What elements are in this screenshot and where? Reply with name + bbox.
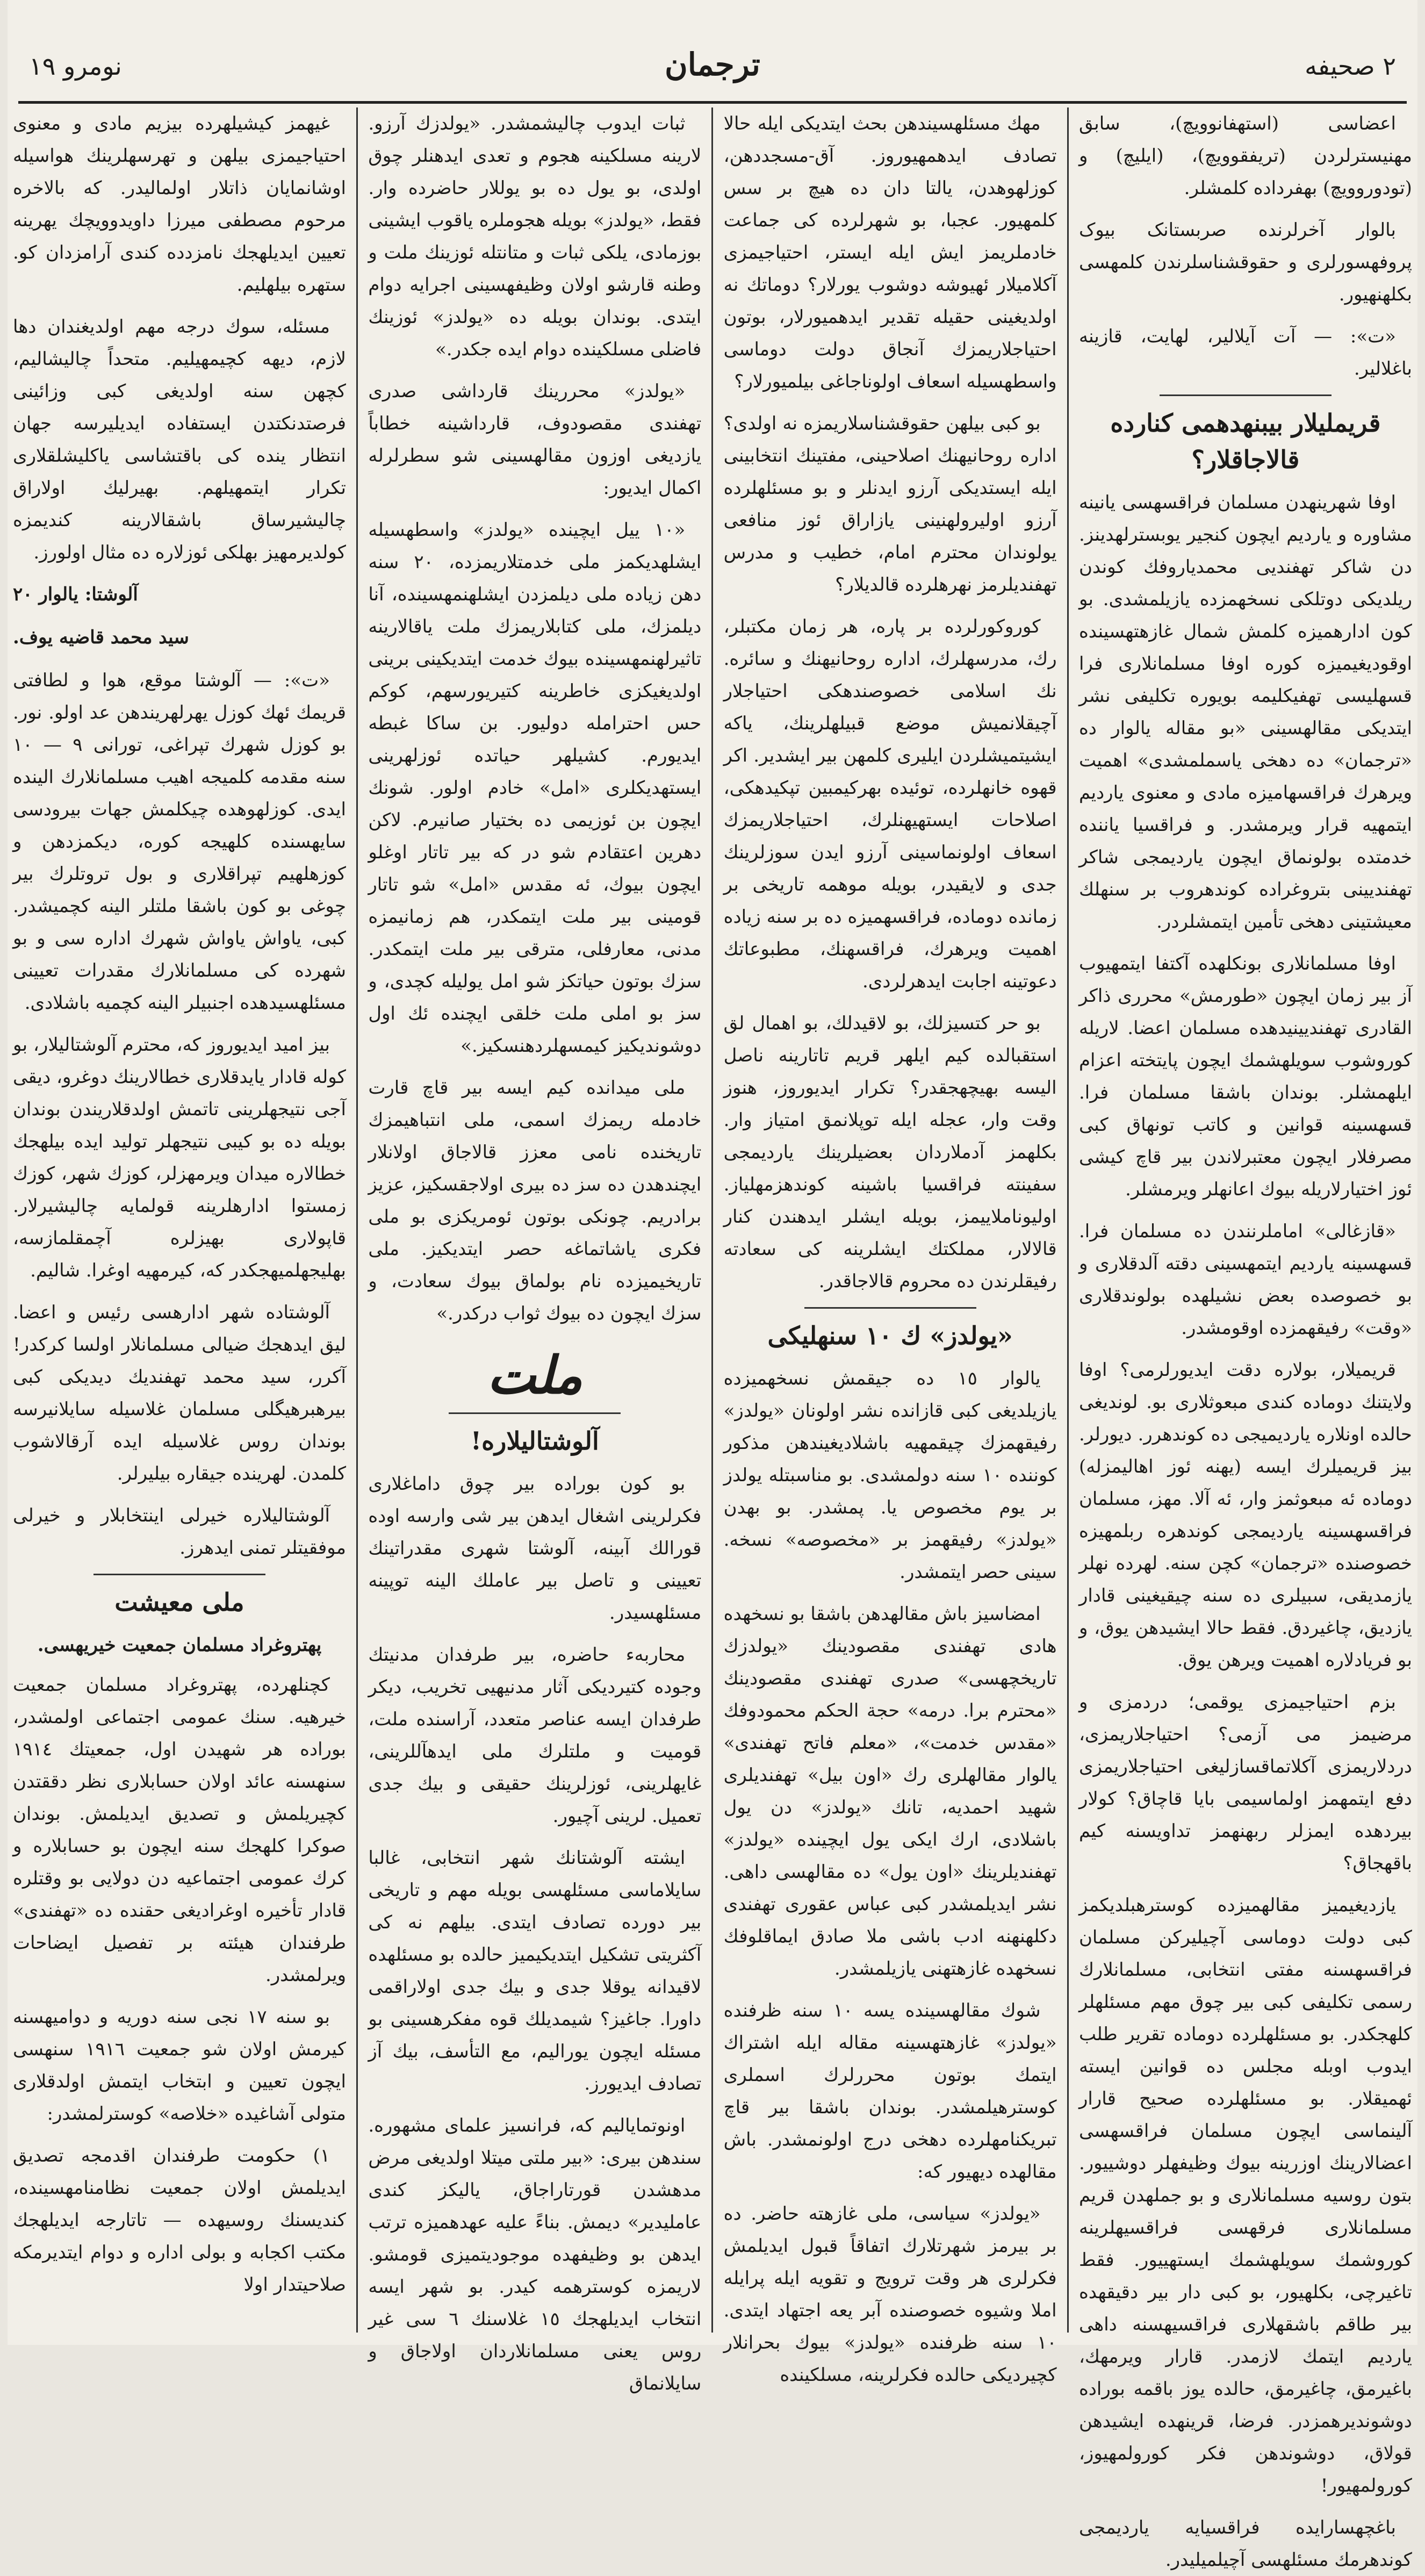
article-paragraph: مهك مسئلهسیندهن بحث ایتدیکی ایله حالا تصادف ایدهمهیوروز. آق-مسجددهن، کوزلهوهدن، یالتا دان ده هیچ بر سس کلمهیور. عجبا، بو شهرلرده کی جماعت خادملریمز ایش ایله ایستر، احتیاجیمزی آکلامیلار ئهیوشه دوشوب یورلار؟ دوماتك نه اولدیغینی حقیله تقدیر ایدهمیورلار، بوتون احتیاجلاریمزك آنجاق دولت دوماسی واسطهسیله اسعاف اولوناجاغی بیلمیورلار؟ — [723, 113, 1057, 392]
column-divider — [356, 107, 358, 2333]
article-paragraph: مسئله، سوك درجه مهم اولدیغندان دها لازم، دیهه کچیمهیلیم. متحداً چالیشالیم، کچهن سنه اولدیغی کبی وزائینی فرصتدنکتدن ایستفاده ایدیلیرسه جهان انتظار ینده کی باقتشاسی یاکلیشلقلاری تکرار ایتمهیلهم. بهیرلیك اولاراق چالیشیرساق باشقالارینه کندیمزه کولدیرمهیز بهلکی ئوزلاره ده مثال اولورز. — [13, 316, 346, 563]
article-paragraph: اونوتمایالیم که، فرانسیز علمای مشهوره. سندهن بیری: «بیر ملتی میتلا اولدیغی مرض مدهشدن قورتاراجاق، یالیکز کندی عاملیدیر» دیمش. بناءً علیه عهدهمیزه ترتب ایدهن بو وظیفهده موجودیتمیزی قومشو. لاریمزه کوسترهمه کیدر. بو شهر ایسه انتخاب ایدیلهجك ١٥ غلاسنك ٦ سی غیر روس یعنی مسلمانلاردان اولاجاق و سایلانماق — [368, 2115, 702, 2394]
article-paragraph: بزم احتیاجیمزی یوقمی؛ دردمزی و مرضیمز می آزمی؟ احتیاجلاریمزی، دردلاریمزی آکلاتماقسازلیغی احتیاجلاریمزی دفع ایتمهمز اولماسیمی بایا قاچاق؟ کولار بیردهده ایمزلر ربهنهمز تداویسنه کیم باقهجاق؟ — [1078, 1691, 1412, 1874]
article-paragraph: آلوشتالیلاره خیرلی اینتخابلار و خیرلی موفقیتلر تمنی ایدهرز. — [13, 1505, 346, 1559]
masthead — [8, 43, 1417, 102]
article-paragraph: «ت»: — آت آیلالیر، لهایت، قازینه باغلالیر. — [1078, 326, 1412, 379]
article-paragraph: ملی میدانده کیم ایسه بیر قاچ قارت خادمله ریمزك اسمی، ملی انتباهیمزك تاریخنده نامی معزز قالاجاق اولانلار ایچندهدن ده سز ده بیری اولاجقسکیز، عزیز برادریم. چونکی بوتون ئومریکزی بو ملی فکری یاشاتماغه حصر ایتدیکیز. ملی تاریخیمیزده نام بولماق بیوك سعادت، و سزك ایچون ده بیوك ثواب درکدر.» — [368, 1077, 702, 1324]
article-paragraph: بالوار آخرلرنده صربستانک بیوک پروفهسورلری و حقوقشناسلرندن کلمهسی بکلهنهیور. — [1078, 219, 1412, 305]
article-paragraph: شوك مقالهسینده یسه ١٠ سنه ظرفنده «یولدز» غازهتهسینه مقاله ایله اشتراك ایتمك بوتون محررلرك اسملری کوسترهیلمشدر. بوندان باشقا بیر قاچ تبریکنامهلرده دهخی درج اولونمشدر. باش مقالهده دیهیور که: — [723, 2000, 1057, 2183]
article-paragraph: بیز امید ایدیوروز که، محترم آلوشتالیلار، بو کوله قادار یایدقلاری خطالارینك دوغرو، دیقی آجی نتیجهلرینی تاتمش اولدقلاریندن بوندان بویله ده بو کیبی نتیجهلر تولید ایده بیلهجك خطالاره میدان ویرمهزلر، کوزك شهر، کوزك زمستوا ادارهلرینه قولمایه چالیشیرلار. قاپولاری بهیزلره آچمقلمازسه، بهلیجهلمیهجکدر که، کیرمهیه اوغرا. شالیم. — [13, 1034, 346, 1281]
page-number: ٢ صحيفه — [1305, 52, 1396, 81]
article-paragraph: بو کبی بیلهن حقوقشناسلاریمزه نه اولدی؟ اداره روحانیهنك اصلاحینی، مفتینك انتخابینی ایله ایستدیکی آرزو ایدنلر و بو مسئلهلرده آرزو اولیرولهنینی یازاراق ئوز منافعی یولوندان محترم امام، خطیب و مدرس تهفندیلرمز نهرهلرده قالدیلار؟ — [723, 413, 1057, 595]
article-paragraph: کوروکورلرده بر پاره، هر زمان مکتبلر، رك، مدرسهلرك، اداره روحانیهنك و سائره. نك اسلامی خصوصندهکی احتیاجلار آچیقلانمیش موضع قبیلهلرینك، یاکه ایشیتمیشلردن ایلیری کلمهن بیر ایشدیر. اکر قهوه خانهلرده، توئیده بهرکیمبین تپکیدهکی، اصلاحات ایستهیهنلرك، احتیاجلاریمزك اسعاف اولونماسینی آرزو ایدن سوزلرینك جدی و لایقیدر، بویله موهمه تاریخی بر زمانده دوماده، فراقسهمیزه ده بر سنه زیاده اهمیت ویرهرك، فراقسهنك، مطبوعاتك دعوتینه اجابت ایدهرلردی. — [723, 616, 1057, 992]
article-paragraph: «١٠ ییل ایچینده «یولدز» واسطهسیله ایشلهدیکمز ملی خدمتلاریمزده، ٢٠ سنه دهن زیاده ملی دیلمزدن ایشلهنمهسینده، آنا دیلمزك، ملی کتابلاریمزك ملت یاقالارینه تاثیرلهنمهسینده بیوك خدمت ایتدیکینی برینی اولدیغیکزی خاطرینه کتیریورسهم، کوکم حس احترامله دولیور. بن ساکا غبطه ایدیورم. کشیلهر حیاتده ئوزلهرینی ایستهدیکلری «امل» خادم اولور. شونك ایچون بن ئوزیمی ده بختیار صانیرم. لاکن دهرین اعتقادم شو در که بیر تاتار اوغلو ایچون بیوك، ئه مقدس «امل» شو تاتار قومینی بیر ملت ایتمکدر، هم زمانیمزه مدنی، معارفلی، مترقی بیر ملت ایتمکدر. سزك بوتون حیاتکز شو امل یولیله کچدی، و سز بو املی ملت خلقی ایچنده ئك اول دوشوندیکیز کیمسهلردهنسکیز.» — [368, 519, 702, 1057]
masthead-rule — [18, 101, 1407, 104]
article-paragraph: بو حر کتسیزلك، بو لاقیدلك، بو اهمال لق استقبالده کیم ایلهر قریم تاتارینه ناصل الیسه بهیچهجقدر؟ تکرار ایدیوروز، هنوز وقت وار، عجله ایله توپلانمق امتیاز وار. بکلهمز آدملاردان بعضیلرینك یاردیمجی سفینته فراقسیا باشینه کوندهزمهلیاز. اولیوناملاییمز، بویله ایشلر ایدهندن کنار قالالار، مملکتك ایشلرینه کی سعادته رفیقلرندن ده محروم قالاجاقدر. — [723, 1013, 1057, 1292]
article-paragraph: اوفا شهرینهدن مسلمان فراقسهسی یانینه مشاوره و یاردیم ایچون کنجیر یوبسترلهدینز. دن شاکر تهفندیی محمدیاروفك کوندن ریلدیکی دوتلکی نسخهمزده یازیلمشدی. بو کون ادارهمیزه کلمش شمال غازهتهسینده اوقودیغیمیزه کوره اوفا مسلمانلاری فرا قسهلیسی تهفیکلیمه بویوره تکلیفی نشر ایتدیکی مقالهسینی «بو مقاله یالوار ده «ترجمان» ده دهخی یاسملمشدی» اهمیت ویرهرك فراقسهامیزه مادی و معنوی یاردیم ایتمهیه قرار ویرمشدر. و فراقسیا یاننده خدمتده بولونماق ایچون یاردیمجی شاکر تهفندیینی بتروغراده کوندهروب بر سنهلك معیشتینی دهخی تأمین ایتمشلردر. — [1078, 492, 1412, 932]
article-headline: «یولدز» ك ١٠ سنهلیکی — [767, 1321, 1013, 1350]
article-paragraph: اعضاسی (استهفانوویچ)، سابق مهنیسترلردن (تریفقوویچ)، (ایلیچ) و (تودوروویچ) بهفرداده کلمشلر. — [1078, 113, 1412, 199]
article-paragraph: باغچهسارایده فراقسیایه یاردیمجی کوندهرمك مسئلهسی آچیلمیلیدر. — [1078, 2517, 1412, 2571]
headline-rule — [93, 1574, 265, 1575]
article-paragraph: قریمیلار، بولاره دقت ایدیورلرمی؟ اوفا ولایتنك دوماده کندی مبعوثلاری بو. لوندیغی حالده اونلاره یاردیمیجی ده کوندهرر. دیورلر. بیز قریمیلرك ایسه (یهنه ئوز اهالیمزله) دوماده ئه مبعوثمز وار، ئه آلا. مهز، مسلمان فراقسهسینه یاردیمجی کوندهره ربلمهیزه خصوصنده «ترجمان» کچن سنه. لهرده نهلر یازمدیقی، سبیلری ده سنه چیقیغینی قادار یازدیق، چاغیردق. فقط حالا ایشیدهن یوق، و بو فریادلاره اهمیت ویرهن یوق. — [1078, 1359, 1412, 1671]
article-paragraph: کچنلهرده، پهتروغراد مسلمان جمعیت خیرهیه. سنك عمومی اجتماعی اولمشدر، بوراده هر شهیدن اول، جمعیتك ١٩١٤ سنهسنه عائد اولان حسابلاری نظر دققتدن کچیریلمش و تصدیق ایدیلمش. بوندان صوکرا کلهجك سنه ایچون بو حسابلاره و کرك عمومی اجتماعیه دن دولایی بو وقتلره قادار تأخیره اوغرادیغی حقنده ده «تهفندی» طرفندان هیئته بر تفصیل ایضاحات ویرلمشدر. — [13, 1674, 346, 1986]
column-divider — [711, 107, 713, 2333]
column-divider — [1067, 107, 1069, 2333]
article-signature: آلوشتا: یالوار ٢٠ — [13, 584, 138, 605]
article-paragraph: بو کون بوراده بیر چوق داماغلاری فکرلرینی اشغال ایدهن بیر شی وارسه اوده قورالك آبینه، آلوشتا شهری مقدراتینك تعیینی و تاصل بیر عاملك الینه توپینه مسئلهسیدر. — [368, 1473, 702, 1624]
article-paragraph: بو سنه ١٧ نجی سنه دوریه و دوامیهسنه کیرمش اولان شو جمعیت ١٩١٦ سنهسی ایچون تعیین و ابتخاب ایتمش اولدقلاری متولی آشاغیده «خلاصه» کوسترلمشدر: — [13, 2006, 346, 2125]
column-4 — [8, 107, 351, 2333]
article-paragraph: امضاسیز باش مقالهدهن باشقا بو نسخهده هادی تهفندی مقصودینك «یولدزك تاریخچهسی» صدری تهفندی مقصودینك «محترم برا. درمه» حجة الحکم محمودوفك «مقدس خدمت»، «معلم فاتح تهفندی» یالوار مقالهلری رك «اون بیل» تهفندیلری شهید احمدیه، تانك «یولدز» دن یول باشلادی، ارك ایکی یول ایچینده «یولدز» تهفندیلرینك «اون یول» ده مقالهسی داهی. نشر ایدیلمشدر کبی عباس عقوری تهفندی دکلهنهنه ادب باشی ملا صادق ایماقلوفك نسخهده غازهتهنی یازیلمشدر. — [723, 1603, 1057, 1979]
headline-rule — [449, 1412, 621, 1414]
article-subtitle: پهتروغراد مسلمان جمعیت خیریهسی. — [37, 1634, 322, 1656]
article-paragraph: آلوشتاده شهر ادارهسی رئیس و اعضا. لیق ایدهجك ضیالی مسلمانلار اولسا کرکدر! آکرر، سید محمد تهفندیك دیدیکی کبی بیرهبرهیگلی مسلمان غلاسیله سایلانیرسه بوندان روس غلاسیله ایده آرقالاشوب کلمدن. لهرینده جیقاره بیلیرلر. — [13, 1302, 346, 1484]
article-paragraph: ایشته آلوشتانك شهر انتخابی، غالبا سایلاماسی مسئلهسی بویله مهم و تاریخی بیر دورده تصادف ایتدی. بیلهم نه کی آکثریتی تشکیل ایتدیکیمیز حالده بو مسئلهده لاقیدانه یوقلا جدی و بیك جدی اولاراقمی داورا. جاغیز؟ شیمدیلك قوه مفکرهسینی بو مسئله ایچون یورالیم، مع التأسف، بیك آز تصادف ایدیورز. — [368, 1847, 702, 2094]
article-headline: ملی معیشت — [114, 1588, 244, 1617]
article-paragraph: غیهمز کیشیلهرده بیزیم مادی و معنوی احتیاجیمزی بیلهن و تهرسهلرینك هواسیله اوشانمایان ذاتلار اولمالیدر. که بالاخره مرحوم مصطفی میرزا داویدوویچك یهرینه تعیین ایدیلهجك نامزدده کندی آرامزدان کو. ستهره بیلهلیم. — [13, 113, 346, 296]
columns-container — [8, 107, 1417, 2571]
article-paragraph: یالوار ١٥ ده جیقمش نسخهمیزده یازیلدیغی کبی قازانده نشر اولونان «یولدز» رفیقهمزك چیقمهیه باشلادیغیندهن مذکور کوننده ١٠ سنه دولمشدی. بو مناسبتله یولدز بر یوم مخصوص یا. پمشدر. بو بهدن «یولدز» رفیقهمز بر «مخصوصه» نسخه. سینی حصر ایتمشدر. — [723, 1368, 1057, 1583]
article-headline: قریملیلار بیبنهدهمی کنارده قالاجاقلار؟ — [1110, 408, 1381, 474]
article-paragraph: «ت»: — آلوشتا موقع، هوا و لطافتی قریمك ئهك کوزل یهرلهریندهن عد اولو. نور. بو کوزل شهرك تپراغی، تورانی ٩ — ١٠ سنه مقدمه کلمیجه اهیب مسلمانلارك الینده ایدی. کوزلهوهده چیکلمش جهات بیرودسی سایهسنده کلهیجه کوره، دیکمزدهن و کوزهلهیم تپراقلاری و بول تروتلرك بیر چوغی بو کون باشقا ملتلر الینه کچمیشدر. کبی، یاواش یاواش شهرك اداره سی و بو شهرده کی مسلمانلارك مقدرات تعیینی مسئلهسیدهده اجنبیلر الینه کچمیه باشلادی. — [13, 670, 346, 1014]
article-paragraph: یازدیغیمیز مقالهمیزده کوسترهبلدیکمز کبی دولت دوماسی آچیلیرکن مسلمان فراقسهسنه مفتی انتخابی، مسلمانلارك رسمی تکلیفی کبی بیر چوق مهم مسئلهلر کلهجکدر. بو مسئلهلرده دوماده تقریر طلب ایدوب اوبله مجلس ده قوانین ایسته ئهمیقلار. بو مسئلهلرده صحیح قارار آلینماسی ایچون مسلمان فراقسهسی اعضالارینك اوزرینه بیوك وظیفهلر دوشییور. بتون روسیه مسلمانلاری و بو جملهدن قریم مسلمانلاری فرقهسی فراقسیهلرینه کوروشمك سویلهشمك ایستهییور. فقط تاغیرچی، بکلهیور، بو کبی دار بیر دقیقهده بیر طاقم باشقهلاری فراقسیهسنه داهی یاردیم ایتمك لازمدر. قارار ویرمهك، باغیرمق، چاغیرمق، حالده یوز باقمه بوراده دوشوندیرهمزدر. فرضا، قرینهده ایشیدهن قولاق، دوشوندهن فکر کورولمهیوز، کورولمهیور! — [1078, 1895, 1412, 2496]
headline-rule — [804, 1307, 976, 1309]
newspaper-title: ترجمان — [665, 46, 760, 83]
column-1 — [1074, 107, 1417, 2571]
issue-number: نومرو ١٩ — [29, 52, 122, 81]
article-signature: سید محمد قاضیه یوف. — [13, 627, 189, 648]
article-paragraph: «یولدز» سیاسی، ملی غازهته حاضر. ده بر بیرمز شهرتلارك اتفاقاً قبول ایدیلمش فکرلری هر وقت ترویج و تقویه ایله پرایله املا وشیوه خصوصنده آبر یعه اجتهاد ایتدی. ١٠ سنه ظرفنده «یولدز» بیوك بحرانلار کچیردیکی حالده فکرلرینه، مسلکینده — [723, 2203, 1057, 2386]
column-2 — [718, 107, 1062, 2386]
section-ornament-heading: ملت — [487, 1345, 583, 1405]
headline-rule — [1160, 394, 1332, 396]
article-paragraph: ثبات ایدوب چالیشمشدر. «یولدزك آرزو. لارینه مسلکینه هجوم و تعدی ایدهنلر چوق اولدی، بو یول ده بو یوللار حاضرده وار. فقط، «یولدز» بویله هجوملره یاقوب ایشینی بوزمادی، یلکی ثبات و متانتله ئوزینك ملت و وطنه قارشو اولان وظیفهسینی اجرایه دوام ایتدی. بوندان بویله ده «یولدز» ئوزینك فاضلی مسلکینده دوام ایده جکدر.» — [368, 113, 702, 360]
article-paragraph: «قازغالی» اماملرنندن ده مسلمان فرا. قسهسینه یاردیم ایتمهسینی دقته آلدقلاری و بو خصوصده بعض نشیلهده بولوندقلاری «وقت» رفیقهمزده اوقومشدر. — [1078, 1221, 1412, 1339]
article-paragraph: اوفا مسلمانلاری بونکلهده آکتفا ایتمهیوب آز بیر زمان ایچون «طورمش» محرری ذاکر القادری تهفندیینیدهده مسلمان اعضا. لاریله کوروشوب سویلهشمك ایچون پایتخته اعزام ایلهمشلر. بوندان باشقا مسلمان فرا. قسهسینه قوانین و کاتب تونهاق کبی مصرفلار ایچون معتبرلاندن بیر قاچ کیشی ئوز اختیارلاریله بیوك اعانهلر ویرمشلر. — [1078, 953, 1412, 1200]
newspaper-page — [8, 0, 1417, 2571]
article-paragraph: محاربهء حاضره، بیر طرفدان مدنیتك وجوده کتیردیکی آثار مدنیهیی تخریب، دیکر طرفدان ایسه عناصر متعدد، آراسنده ملت، قومیت و ملتلرك ملی ایدهآللرینی، غایهلرینی، ئوزلرینك حقیقی و بیك جدی تعمیل. لرینی آچیور. — [368, 1644, 702, 1827]
column-3 — [363, 107, 707, 2394]
article-headline: آلوشتالیلاره! — [470, 1426, 599, 1455]
article-paragraph: ١) حکومت طرفندان اقدمجه تصدیق ایدیلمش اولان جمعیت نظامنامهسینده، کندیسنك روسیهده — تاتارجه ایدیلهجك مکتب اکجابه و بولی اداره و دوام ایتدیرمکه صلاحیتدار اولا — [13, 2145, 346, 2295]
article-paragraph: «یولدز» محررینك قارداشی صدری تهفندی مقصودوف، قارداشینه خطاباً یازدیغی اوزون مقالهسینی شو سطرلرله اکمال ایدیور: — [368, 381, 702, 499]
